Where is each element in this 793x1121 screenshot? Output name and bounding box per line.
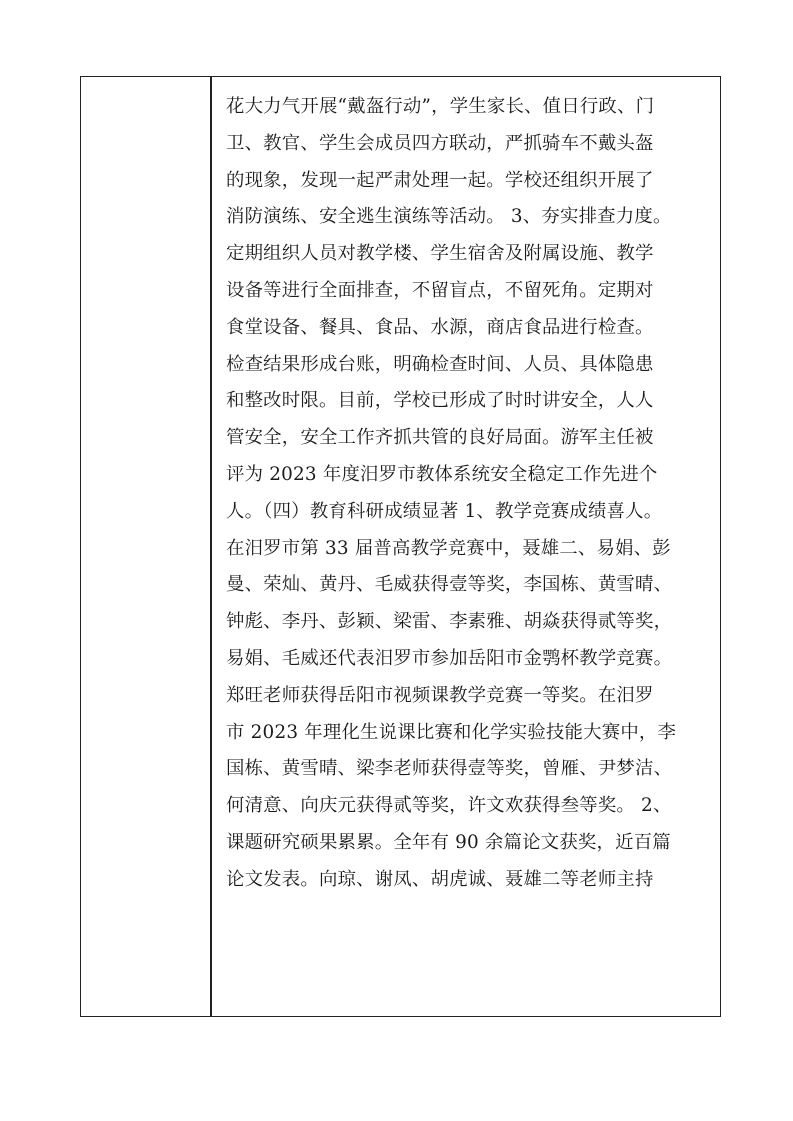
text-line: 检查结果形成台账，明确检查时间、人员、具体隐患 [226,353,654,375]
text-line: 花大力气开展“戴盔行动”，学生家长、值日行政、门 [226,96,655,117]
text-line: 钟彪、李丹、彭颖、梁雷、李素雅、胡焱获得贰等奖， [226,611,673,633]
content-cell [226,89,712,899]
text-line: 曼、荣灿、黄丹、毛威获得壹等奖，李国栋、黄雪晴、 [226,574,673,596]
text-line: 管安全，安全工作齐抓共管的良好局面。游军主任被 [226,427,654,449]
text-line: 易娟、毛威还代表汨罗市参加岳阳市金鹗杯教学竞赛。 [226,647,673,669]
text-line: 食堂设备、餐具、食品、水源，商店食品进行检查。 [226,316,654,338]
text-line: 在汨罗市第 33 届普高教学竞赛中，聂雄二、易娟、彭 [226,537,671,559]
text-line: 卫、教官、学生会成员四方联动，严抓骑车不戴头盔 [226,132,654,154]
report-table [80,76,721,1017]
column-divider [210,77,212,1016]
text-line: 市 2023 年理化生说课比赛和化学实验技能大赛中，李 [226,721,677,743]
text-line: 论文发表。向琼、谢凤、胡虎诚、聂雄二等老师主持 [226,868,654,890]
text-line: 人。（四）教育科研成绩显著 1、教学竞赛成绩喜人。 [226,500,663,522]
text-line: 和整改时限。目前，学校已形成了时时讲安全，人人 [226,390,654,412]
text-line: 何清意、向庆元获得贰等奖，许文欢获得叁等奖。 2、 [226,795,672,817]
text-line: 课题研究硕果累累。全年有 90 余篇论文获奖，近百篇 [226,831,671,853]
text-line: 郑旺老师获得岳阳市视频课教学竞赛一等奖。在汨罗 [226,684,654,706]
text-line: 定期组织人员对教学楼、学生宿舍及附属设施、教学 [226,243,654,265]
text-line: 评为 2023 年度汨罗市教体系统安全稳定工作先进个 [226,463,658,485]
label-cell [81,77,210,1016]
text-line: 国栋、黄雪晴、梁李老师获得壹等奖，曾雁、尹梦洁、 [226,758,673,780]
text-line: 消防演练、安全逃生演练等活动。 3、夯实排查力度。 [226,206,672,228]
text-line: 的现象，发现一起严肃处理一起。学校还组织开展了 [226,169,654,191]
text-line: 设备等进行全面排查，不留盲点，不留死角。定期对 [226,279,654,301]
